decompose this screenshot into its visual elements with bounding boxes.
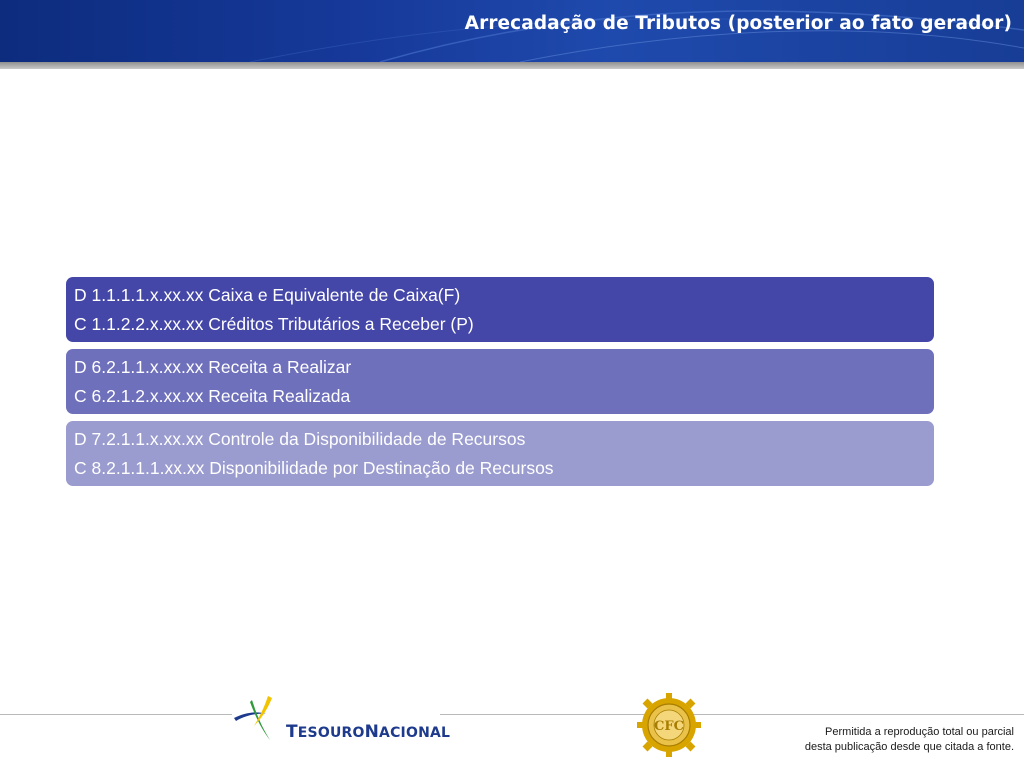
reproduction-notice bbox=[805, 725, 1014, 755]
reproduction-notice-line-1: Permitida a reprodução total ou parcial bbox=[825, 726, 1014, 738]
tesouro-nacional-logo-text: TESOURONACIONAL bbox=[286, 722, 451, 742]
entry-debit-line: D 6.2.1.1.x.xx.xx Receita a Realizar bbox=[74, 357, 352, 377]
entry-credit-line: C 8.2.1.1.1.xx.xx Disponibilidade por Destinação de Recursos bbox=[74, 458, 554, 478]
footer-divider-right bbox=[440, 714, 1024, 715]
page-title: Arrecadação de Tributos (posterior ao fato gerador) bbox=[464, 13, 1012, 34]
entry-block-1 bbox=[66, 277, 934, 342]
entry-block-2 bbox=[66, 349, 934, 414]
entry-credit-line: C 6.2.1.2.x.xx.xx Receita Realizada bbox=[74, 386, 351, 406]
reproduction-notice-line-2: desta publicação desde que citada a fonte. bbox=[804, 741, 1014, 753]
entry-credit-line: C 1.1.2.2.x.xx.xx Créditos Tributários a Receber (P) bbox=[74, 314, 474, 334]
entry-debit-line: D 7.2.1.1.x.xx.xx Controle da Disponibilidade de Recursos bbox=[74, 429, 526, 449]
entry-block-3 bbox=[66, 421, 934, 486]
tesouro-nacional-logo-icon bbox=[232, 694, 288, 742]
header-divider bbox=[0, 62, 1024, 69]
svg-text:CFC: CFC bbox=[654, 719, 684, 734]
header-banner bbox=[0, 0, 1024, 62]
footer-divider-left bbox=[0, 714, 232, 715]
entry-debit-line: D 1.1.1.1.x.xx.xx Caixa e Equivalente de Caixa(F) bbox=[74, 285, 461, 305]
cfc-seal-icon bbox=[636, 692, 702, 758]
